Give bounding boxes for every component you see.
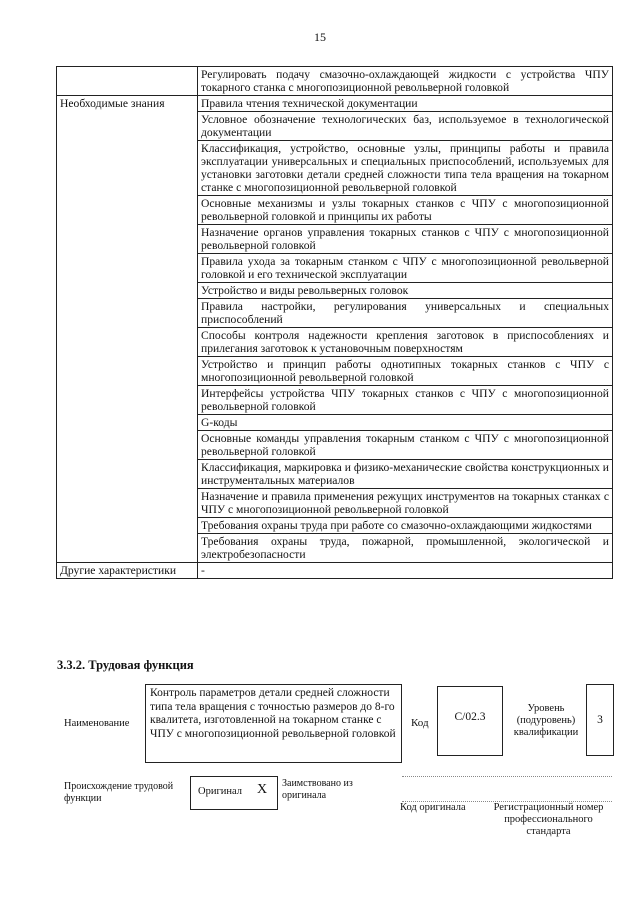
row-text: Способы контроля надежности крепления заготовок в приспособлениях и прилегания заготовок к установочным поверхностям [198, 328, 613, 357]
row-text: Регулировать подачу смазочно-охлаждающей жидкости с устройства ЧПУ токарного станка с многопозиционной револьверной головкой [198, 67, 613, 96]
table-row [57, 67, 613, 96]
level-label: Уровень (подуровень) квалификации [513, 703, 579, 738]
origin-label: Происхождение трудовой функции [64, 781, 174, 804]
knowledge-table [56, 66, 613, 579]
row-text: Устройство и принцип работы однотипных токарных станков с ЧПУ с многопозиционной револьверной головкой [198, 357, 613, 386]
page-number: 15 [314, 30, 326, 44]
original-label: Оригинал [198, 786, 242, 797]
row-text: Требования охраны труда при работе со смазочно-охлаждающими жидкостями [198, 518, 613, 534]
section-title: 3.3.2. Трудовая функция [57, 658, 194, 672]
row-text: Основные механизмы и узлы токарных станков с ЧПУ с многопозиционной револьверной головкой и принципы их работы [198, 196, 613, 225]
dashed-line-top [402, 776, 612, 777]
row-text: Назначение органов управления токарных станков с ЧПУ с многопозиционной револьверной головкой [198, 225, 613, 254]
code-original-label: Код оригинала [400, 802, 466, 813]
row-text: Правила настройки, регулирования универсальных и специальных приспособлений [198, 299, 613, 328]
function-code: C/02.3 [437, 686, 503, 756]
code-label: Код [411, 717, 429, 729]
original-box [190, 776, 278, 810]
original-mark: X [257, 782, 268, 797]
other-row [57, 563, 613, 579]
row-text: G-коды [198, 415, 613, 431]
row-text: Правила ухода за токарным станком с ЧПУ с многопозиционной револьверной головкой и его технической эксплуатации [198, 254, 613, 283]
row-text: Интерфейсы устройства ЧПУ токарных станков с ЧПУ с многопозиционной револьверной головкой [198, 386, 613, 415]
row-text: Устройство и виды револьверных головок [198, 283, 613, 299]
row-text: Требования охраны труда, пожарной, промышленной, экологической и электробезопасности [198, 534, 613, 563]
name-label: Наименование [64, 718, 130, 729]
borrowed-label: Заимствовано из оригинала [282, 778, 353, 801]
row-text: - [198, 563, 613, 579]
knowledge-row [57, 96, 613, 112]
level-value: 3 [586, 684, 614, 756]
row-label: Необходимые знания [57, 96, 198, 563]
row-label: Другие характеристики [57, 563, 198, 579]
row-text: Условное обозначение технологических баз, используемое в технологической документации [198, 112, 613, 141]
row-text: Классификация, маркировка и физико-механические свойства конструкционных и инструментальных материалов [198, 460, 613, 489]
row-label [57, 67, 198, 96]
row-text: Назначение и правила применения режущих инструментов на токарных станках с ЧПУ с многопозиционной револьверной головкой [198, 489, 613, 518]
row-text: Правила чтения технической документации [198, 96, 613, 112]
row-text: Основные команды управления токарным станком с ЧПУ с многопозиционной револьверной головкой [198, 431, 613, 460]
function-name: Контроль параметров детали средней сложности типа тела вращения с точностью размеров до 8-го квалитета, изготовленной на токарном станке с ЧПУ с многопозиционной револьверной головкой [145, 684, 402, 763]
reg-number-label: Регистрационный номер профессионального стандарта [493, 802, 604, 837]
row-text: Классификация, устройство, основные узлы, принципы работы и правила эксплуатации универсальных и специальных приспособлений, используемых для установки заготовки детали средней сложности типа тела вращения на токарном станке с многопозиционной револьверной головкой [198, 141, 613, 196]
